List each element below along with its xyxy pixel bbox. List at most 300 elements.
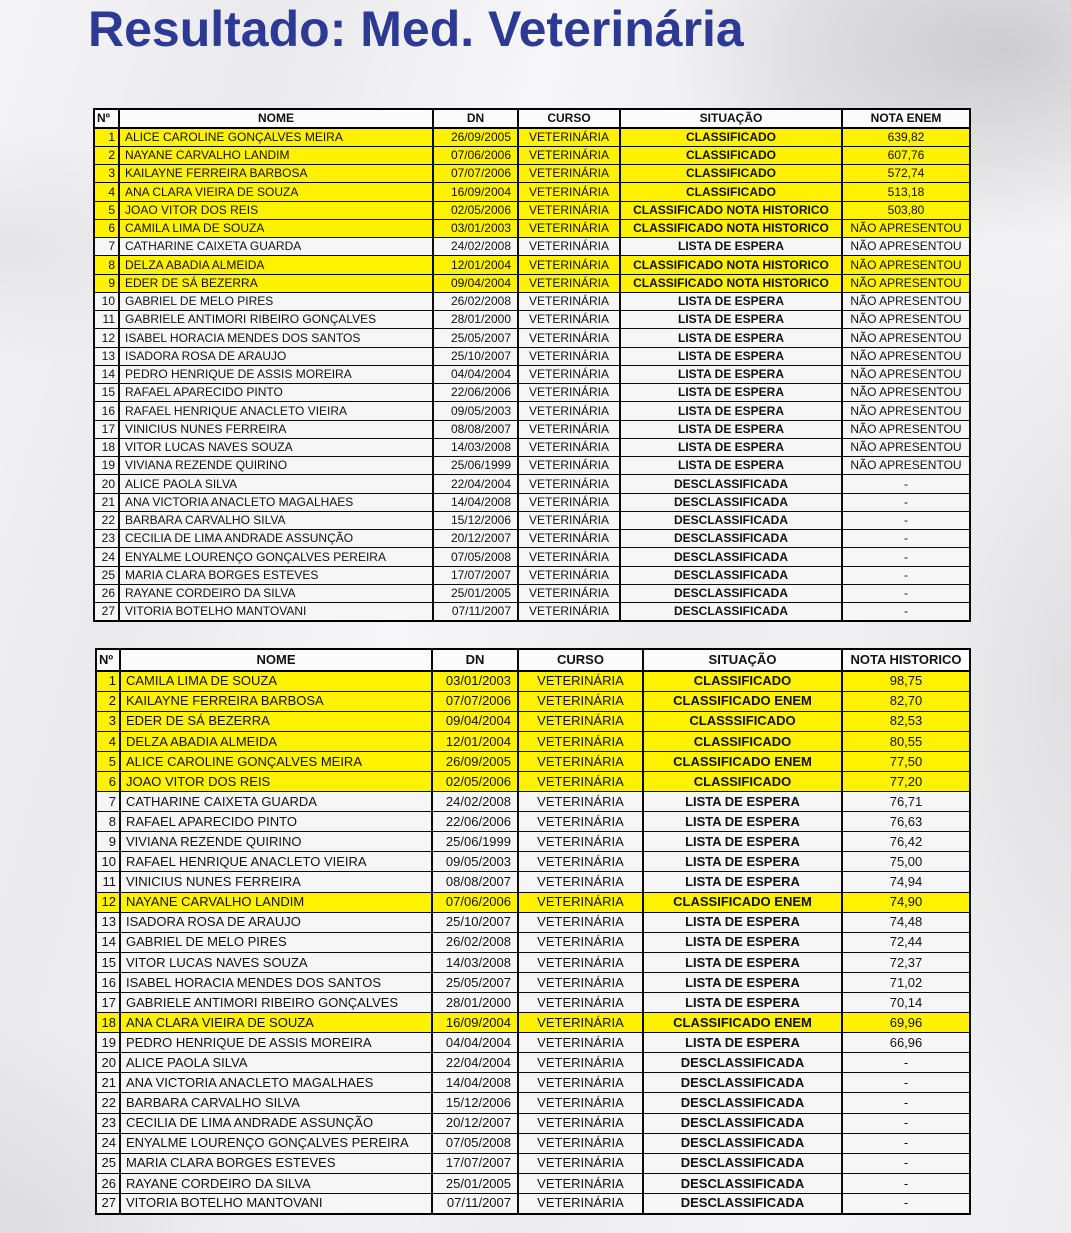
cell-number: 19 [96, 1033, 120, 1053]
table-row [94, 438, 970, 456]
table-row [96, 1113, 970, 1133]
cell-score: NÃO APRESENTOU [842, 274, 970, 292]
cell-name: ALICE CAROLINE GONÇALVES MEIRA [120, 751, 432, 771]
cell-score: 76,63 [842, 812, 970, 832]
cell-birthdate: 25/01/2005 [432, 1173, 518, 1193]
cell-number: 4 [96, 731, 120, 751]
table-row [94, 292, 970, 310]
cell-name: ANA CLARA VIEIRA DE SOUZA [119, 183, 433, 201]
cell-score: - [842, 1133, 970, 1153]
cell-number: 2 [96, 691, 120, 711]
table-row [96, 751, 970, 771]
table-row [94, 347, 970, 365]
cell-name: JOAO VITOR DOS REIS [119, 201, 433, 219]
cell-name: MARIA CLARA BORGES ESTEVES [119, 566, 433, 584]
cell-number: 18 [96, 1013, 120, 1033]
table-row [94, 457, 970, 475]
cell-number: 12 [94, 329, 119, 347]
table-row [94, 311, 970, 329]
table-row [96, 731, 970, 751]
cell-birthdate: 25/05/2007 [432, 972, 518, 992]
table-row [94, 493, 970, 511]
cell-number: 3 [96, 711, 120, 731]
cell-number: 17 [94, 420, 119, 438]
cell-name: GABRIELE ANTIMORI RIBEIRO GONÇALVES [120, 993, 432, 1013]
cell-status: LISTA DE ESPERA [620, 365, 842, 383]
table-row [96, 932, 970, 952]
cell-course: VETERINÁRIA [518, 420, 620, 438]
cell-course: VETERINÁRIA [518, 751, 643, 771]
cell-status: LISTA DE ESPERA [620, 329, 842, 347]
cell-course: VETERINÁRIA [518, 993, 643, 1013]
cell-course: VETERINÁRIA [518, 952, 643, 972]
table-row [96, 912, 970, 932]
cell-name: PEDRO HENRIQUE DE ASSIS MOREIRA [119, 365, 433, 383]
cell-birthdate: 14/04/2008 [433, 493, 518, 511]
cell-birthdate: 26/09/2005 [433, 128, 518, 146]
table-row [96, 832, 970, 852]
cell-score: - [842, 1113, 970, 1133]
cell-name: CAMILA LIMA DE SOUZA [119, 219, 433, 237]
cell-name: GABRIELE ANTIMORI RIBEIRO GONÇALVES [119, 311, 433, 329]
col-header-enem-score: NOTA ENEM [842, 109, 970, 128]
cell-score: 72,44 [842, 932, 970, 952]
cell-birthdate: 07/11/2007 [432, 1193, 518, 1213]
cell-status: DESCLASSIFICADA [620, 493, 842, 511]
cell-course: VETERINÁRIA [518, 566, 620, 584]
cell-name: ALICE PAOLA SILVA [119, 475, 433, 493]
cell-birthdate: 02/05/2006 [432, 771, 518, 791]
cell-name: MARIA CLARA BORGES ESTEVES [120, 1153, 432, 1173]
table-row [96, 1173, 970, 1193]
cell-name: CECILIA DE LIMA ANDRADE ASSUNÇÃO [120, 1113, 432, 1133]
col-header-birthdate: DN [433, 109, 518, 128]
cell-score: - [842, 475, 970, 493]
cell-name: EDER DE SÁ BEZERRA [120, 711, 432, 731]
cell-name: RAFAEL APARECIDO PINTO [119, 384, 433, 402]
cell-status: LISTA DE ESPERA [620, 384, 842, 402]
cell-course: VETERINÁRIA [518, 603, 620, 621]
cell-name: CAMILA LIMA DE SOUZA [120, 671, 432, 691]
cell-course: VETERINÁRIA [518, 1133, 643, 1153]
cell-number: 17 [96, 993, 120, 1013]
cell-course: VETERINÁRIA [518, 201, 620, 219]
cell-course: VETERINÁRIA [518, 238, 620, 256]
cell-status: DESCLASSIFICADA [643, 1113, 842, 1133]
table-row [94, 548, 970, 566]
cell-status: CLASSIFICADO NOTA HISTORICO [620, 219, 842, 237]
cell-birthdate: 25/01/2005 [433, 584, 518, 602]
cell-name: DELZA ABADIA ALMEIDA [120, 731, 432, 751]
cell-status: CLASSIFICADO NOTA HISTORICO [620, 274, 842, 292]
cell-number: 19 [94, 457, 119, 475]
cell-number: 15 [96, 952, 120, 972]
table-row [94, 146, 970, 164]
cell-birthdate: 09/05/2003 [432, 852, 518, 872]
col-header-name: NOME [119, 109, 433, 128]
cell-score: NÃO APRESENTOU [842, 292, 970, 310]
table-row [96, 852, 970, 872]
cell-name: PEDRO HENRIQUE DE ASSIS MOREIRA [120, 1033, 432, 1053]
cell-score: 74,48 [842, 912, 970, 932]
cell-score: 76,71 [842, 792, 970, 812]
cell-course: VETERINÁRIA [518, 511, 620, 529]
cell-course: VETERINÁRIA [518, 384, 620, 402]
table-row [96, 812, 970, 832]
cell-course: VETERINÁRIA [518, 832, 643, 852]
cell-status: CLASSIFICADO [643, 771, 842, 791]
results-table-nota-historico [95, 648, 971, 1215]
cell-status: LISTA DE ESPERA [620, 311, 842, 329]
cell-course: VETERINÁRIA [518, 128, 620, 146]
table-row [96, 1073, 970, 1093]
cell-birthdate: 03/01/2003 [432, 671, 518, 691]
cell-name: VIVIANA REZENDE QUIRINO [120, 832, 432, 852]
cell-number: 8 [96, 812, 120, 832]
cell-name: RAFAEL HENRIQUE ANACLETO VIEIRA [120, 852, 432, 872]
col-header-number: Nº [96, 649, 120, 671]
cell-status: LISTA DE ESPERA [643, 912, 842, 932]
cell-course: VETERINÁRIA [518, 731, 643, 751]
cell-score: - [842, 1173, 970, 1193]
cell-course: VETERINÁRIA [518, 771, 643, 791]
cell-birthdate: 07/07/2006 [433, 165, 518, 183]
cell-number: 27 [96, 1193, 120, 1213]
table-row [96, 1053, 970, 1073]
cell-score: - [842, 530, 970, 548]
cell-status: CLASSIFICADO [643, 731, 842, 751]
cell-score: 75,00 [842, 852, 970, 872]
cell-course: VETERINÁRIA [518, 1153, 643, 1173]
cell-number: 21 [94, 493, 119, 511]
cell-course: VETERINÁRIA [518, 872, 643, 892]
cell-course: VETERINÁRIA [518, 691, 643, 711]
table-row [96, 1013, 970, 1033]
table-row [94, 402, 970, 420]
cell-birthdate: 15/12/2006 [432, 1093, 518, 1113]
cell-name: ANA VICTORIA ANACLETO MAGALHAES [120, 1073, 432, 1093]
cell-score: 82,53 [842, 711, 970, 731]
cell-course: VETERINÁRIA [518, 792, 643, 812]
cell-course: VETERINÁRIA [518, 183, 620, 201]
cell-status: LISTA DE ESPERA [620, 238, 842, 256]
cell-number: 6 [94, 219, 119, 237]
cell-name: GABRIEL DE MELO PIRES [120, 932, 432, 952]
table-row [96, 1153, 970, 1173]
cell-birthdate: 09/04/2004 [433, 274, 518, 292]
cell-course: VETERINÁRIA [518, 1033, 643, 1053]
cell-number: 20 [94, 475, 119, 493]
cell-score: 71,02 [842, 972, 970, 992]
cell-status: CLASSIFICADO NOTA HISTORICO [620, 201, 842, 219]
table-row [94, 384, 970, 402]
cell-birthdate: 25/10/2007 [432, 912, 518, 932]
page-title: Resultado: Med. Veterinária [88, 1, 744, 57]
cell-course: VETERINÁRIA [518, 1053, 643, 1073]
cell-name: VITOR LUCAS NAVES SOUZA [119, 438, 433, 456]
cell-score: - [842, 1073, 970, 1093]
cell-status: DESCLASSIFICADA [620, 584, 842, 602]
cell-score: - [842, 1153, 970, 1173]
cell-course: VETERINÁRIA [518, 972, 643, 992]
cell-course: VETERINÁRIA [518, 292, 620, 310]
cell-number: 23 [96, 1113, 120, 1133]
cell-number: 20 [96, 1053, 120, 1073]
table-row [96, 972, 970, 992]
table-row [96, 993, 970, 1013]
cell-birthdate: 07/06/2006 [432, 892, 518, 912]
cell-number: 25 [94, 566, 119, 584]
cell-course: VETERINÁRIA [518, 530, 620, 548]
cell-status: DESCLASSIFICADA [620, 566, 842, 584]
cell-number: 14 [96, 932, 120, 952]
cell-birthdate: 09/05/2003 [433, 402, 518, 420]
cell-name: CATHARINE CAIXETA GUARDA [119, 238, 433, 256]
cell-score: NÃO APRESENTOU [842, 219, 970, 237]
cell-score: 503,80 [842, 201, 970, 219]
col-header-status: SITUAÇÃO [620, 109, 842, 128]
cell-score: 77,50 [842, 751, 970, 771]
cell-name: ALICE CAROLINE GONÇALVES MEIRA [119, 128, 433, 146]
table-row [96, 792, 970, 812]
cell-course: VETERINÁRIA [518, 711, 643, 731]
cell-number: 9 [96, 832, 120, 852]
cell-birthdate: 12/01/2004 [433, 256, 518, 274]
cell-course: VETERINÁRIA [518, 311, 620, 329]
col-header-course: CURSO [518, 649, 643, 671]
cell-course: VETERINÁRIA [518, 932, 643, 952]
cell-status: CLASSIFICADO ENEM [643, 751, 842, 771]
cell-number: 26 [96, 1173, 120, 1193]
cell-course: VETERINÁRIA [518, 852, 643, 872]
cell-name: VIVIANA REZENDE QUIRINO [119, 457, 433, 475]
cell-birthdate: 20/12/2007 [433, 530, 518, 548]
cell-score: 98,75 [842, 671, 970, 691]
table-row [96, 952, 970, 972]
cell-number: 27 [94, 603, 119, 621]
cell-birthdate: 04/04/2004 [433, 365, 518, 383]
cell-score: NÃO APRESENTOU [842, 402, 970, 420]
cell-status: LISTA DE ESPERA [620, 438, 842, 456]
cell-status: LISTA DE ESPERA [620, 420, 842, 438]
cell-course: VETERINÁRIA [518, 146, 620, 164]
cell-birthdate: 25/06/1999 [433, 457, 518, 475]
table-row [96, 892, 970, 912]
cell-course: VETERINÁRIA [518, 671, 643, 691]
cell-score: NÃO APRESENTOU [842, 365, 970, 383]
cell-score: NÃO APRESENTOU [842, 329, 970, 347]
cell-score: - [842, 548, 970, 566]
cell-birthdate: 17/07/2007 [433, 566, 518, 584]
cell-course: VETERINÁRIA [518, 475, 620, 493]
cell-status: LISTA DE ESPERA [643, 832, 842, 852]
cell-course: VETERINÁRIA [518, 457, 620, 475]
cell-status: CLASSIFICADO ENEM [643, 892, 842, 912]
cell-course: VETERINÁRIA [518, 402, 620, 420]
table-row [94, 128, 970, 146]
cell-score: NÃO APRESENTOU [842, 438, 970, 456]
cell-number: 11 [94, 311, 119, 329]
cell-course: VETERINÁRIA [518, 274, 620, 292]
cell-status: LISTA DE ESPERA [620, 347, 842, 365]
cell-course: VETERINÁRIA [518, 584, 620, 602]
cell-number: 16 [94, 402, 119, 420]
table-header-row [96, 649, 970, 671]
cell-name: ANA VICTORIA ANACLETO MAGALHAES [119, 493, 433, 511]
table-row [94, 365, 970, 383]
cell-status: DESCLASSIFICADA [643, 1053, 842, 1073]
cell-name: VITORIA BOTELHO MANTOVANI [119, 603, 433, 621]
cell-score: 639,82 [842, 128, 970, 146]
cell-status: DESCLASSIFICADA [620, 548, 842, 566]
cell-birthdate: 15/12/2006 [433, 511, 518, 529]
cell-name: VINICIUS NUNES FERREIRA [120, 872, 432, 892]
cell-score: - [842, 511, 970, 529]
cell-number: 1 [94, 128, 119, 146]
cell-course: VETERINÁRIA [518, 1013, 643, 1033]
col-header-historico-score: NOTA HISTORICO [842, 649, 970, 671]
cell-course: VETERINÁRIA [518, 219, 620, 237]
cell-score: - [842, 603, 970, 621]
cell-birthdate: 03/01/2003 [433, 219, 518, 237]
cell-name: DELZA ABADIA ALMEIDA [119, 256, 433, 274]
cell-birthdate: 14/03/2008 [433, 438, 518, 456]
cell-number: 13 [96, 912, 120, 932]
cell-name: ISADORA ROSA DE ARAUJO [120, 912, 432, 932]
cell-name: EDER DE SÁ BEZERRA [119, 274, 433, 292]
table-row [94, 475, 970, 493]
cell-course: VETERINÁRIA [518, 1073, 643, 1093]
cell-status: DESCLASSIFICADA [643, 1173, 842, 1193]
cell-name: ISADORA ROSA DE ARAUJO [119, 347, 433, 365]
cell-status: LISTA DE ESPERA [643, 952, 842, 972]
cell-birthdate: 26/02/2008 [433, 292, 518, 310]
cell-score: 76,42 [842, 832, 970, 852]
cell-name: NAYANE CARVALHO LANDIM [120, 892, 432, 912]
cell-course: VETERINÁRIA [518, 892, 643, 912]
table-row [94, 183, 970, 201]
cell-number: 1 [96, 671, 120, 691]
cell-birthdate: 14/04/2008 [432, 1073, 518, 1093]
cell-score: NÃO APRESENTOU [842, 347, 970, 365]
cell-status: LISTA DE ESPERA [643, 852, 842, 872]
cell-number: 23 [94, 530, 119, 548]
cell-birthdate: 28/01/2000 [432, 993, 518, 1013]
cell-score: NÃO APRESENTOU [842, 457, 970, 475]
cell-name: KAILAYNE FERREIRA BARBOSA [119, 165, 433, 183]
table-row [94, 256, 970, 274]
cell-score: - [842, 1053, 970, 1073]
cell-number: 10 [96, 852, 120, 872]
cell-birthdate: 24/02/2008 [433, 238, 518, 256]
cell-name: ALICE PAOLA SILVA [120, 1053, 432, 1073]
cell-name: JOAO VITOR DOS REIS [120, 771, 432, 791]
cell-number: 3 [94, 165, 119, 183]
cell-birthdate: 26/09/2005 [432, 751, 518, 771]
cell-status: DESCLASSIFICADA [620, 511, 842, 529]
cell-course: VETERINÁRIA [518, 1113, 643, 1133]
cell-birthdate: 08/08/2007 [432, 872, 518, 892]
cell-birthdate: 25/05/2007 [433, 329, 518, 347]
cell-course: VETERINÁRIA [518, 365, 620, 383]
cell-status: DESCLASSIFICADA [643, 1133, 842, 1153]
cell-score: 572,74 [842, 165, 970, 183]
cell-name: BARBARA CARVALHO SILVA [119, 511, 433, 529]
cell-number: 5 [94, 201, 119, 219]
cell-status: LISTA DE ESPERA [643, 872, 842, 892]
table-row [94, 420, 970, 438]
cell-number: 9 [94, 274, 119, 292]
cell-course: VETERINÁRIA [518, 548, 620, 566]
cell-number: 24 [94, 548, 119, 566]
cell-course: VETERINÁRIA [518, 165, 620, 183]
cell-status: DESCLASSIFICADA [643, 1193, 842, 1213]
cell-status: LISTA DE ESPERA [643, 932, 842, 952]
cell-number: 16 [96, 972, 120, 992]
table-row [96, 1033, 970, 1053]
cell-birthdate: 09/04/2004 [432, 711, 518, 731]
cell-status: CLASSIFICADO [620, 128, 842, 146]
cell-status: DESCLASSIFICADA [643, 1093, 842, 1113]
cell-course: VETERINÁRIA [518, 1173, 643, 1193]
table-row [94, 584, 970, 602]
cell-number: 15 [94, 384, 119, 402]
table-row [96, 691, 970, 711]
cell-birthdate: 24/02/2008 [432, 792, 518, 812]
cell-birthdate: 07/06/2006 [433, 146, 518, 164]
cell-status: DESCLASSIFICADA [620, 530, 842, 548]
cell-number: 8 [94, 256, 119, 274]
cell-birthdate: 07/05/2008 [433, 548, 518, 566]
cell-score: 70,14 [842, 993, 970, 1013]
cell-status: CLASSIFICADO ENEM [643, 1013, 842, 1033]
cell-course: VETERINÁRIA [518, 1093, 643, 1113]
cell-score: 80,55 [842, 731, 970, 751]
col-header-status: SITUAÇÃO [643, 649, 842, 671]
cell-number: 5 [96, 751, 120, 771]
table-row [96, 671, 970, 691]
cell-name: CATHARINE CAIXETA GUARDA [120, 792, 432, 812]
table-row [94, 566, 970, 584]
cell-status: LISTA DE ESPERA [620, 402, 842, 420]
cell-name: RAYANE CORDEIRO DA SILVA [120, 1173, 432, 1193]
cell-course: VETERINÁRIA [518, 1193, 643, 1213]
col-header-number: Nº [94, 109, 119, 128]
cell-name: ISABEL HORACIA MENDES DOS SANTOS [120, 972, 432, 992]
cell-name: KAILAYNE FERREIRA BARBOSA [120, 691, 432, 711]
cell-status: DESCLASSIFICADA [643, 1073, 842, 1093]
cell-name: RAFAEL APARECIDO PINTO [120, 812, 432, 832]
cell-birthdate: 16/09/2004 [433, 183, 518, 201]
col-header-course: CURSO [518, 109, 620, 128]
cell-number: 24 [96, 1133, 120, 1153]
cell-status: DESCLASSIFICADA [620, 475, 842, 493]
cell-name: ENYALME LOURENÇO GONÇALVES PEREIRA [119, 548, 433, 566]
cell-status: CLASSIFICADO ENEM [643, 691, 842, 711]
cell-score: - [842, 584, 970, 602]
cell-birthdate: 22/06/2006 [432, 812, 518, 832]
cell-number: 22 [94, 511, 119, 529]
table-row [96, 1093, 970, 1113]
cell-score: NÃO APRESENTOU [842, 384, 970, 402]
table-row [94, 219, 970, 237]
cell-number: 10 [94, 292, 119, 310]
cell-number: 12 [96, 892, 120, 912]
cell-status: DESCLASSIFICADA [620, 603, 842, 621]
cell-birthdate: 16/09/2004 [432, 1013, 518, 1033]
cell-name: ANA CLARA VIEIRA DE SOUZA [120, 1013, 432, 1033]
cell-course: VETERINÁRIA [518, 329, 620, 347]
